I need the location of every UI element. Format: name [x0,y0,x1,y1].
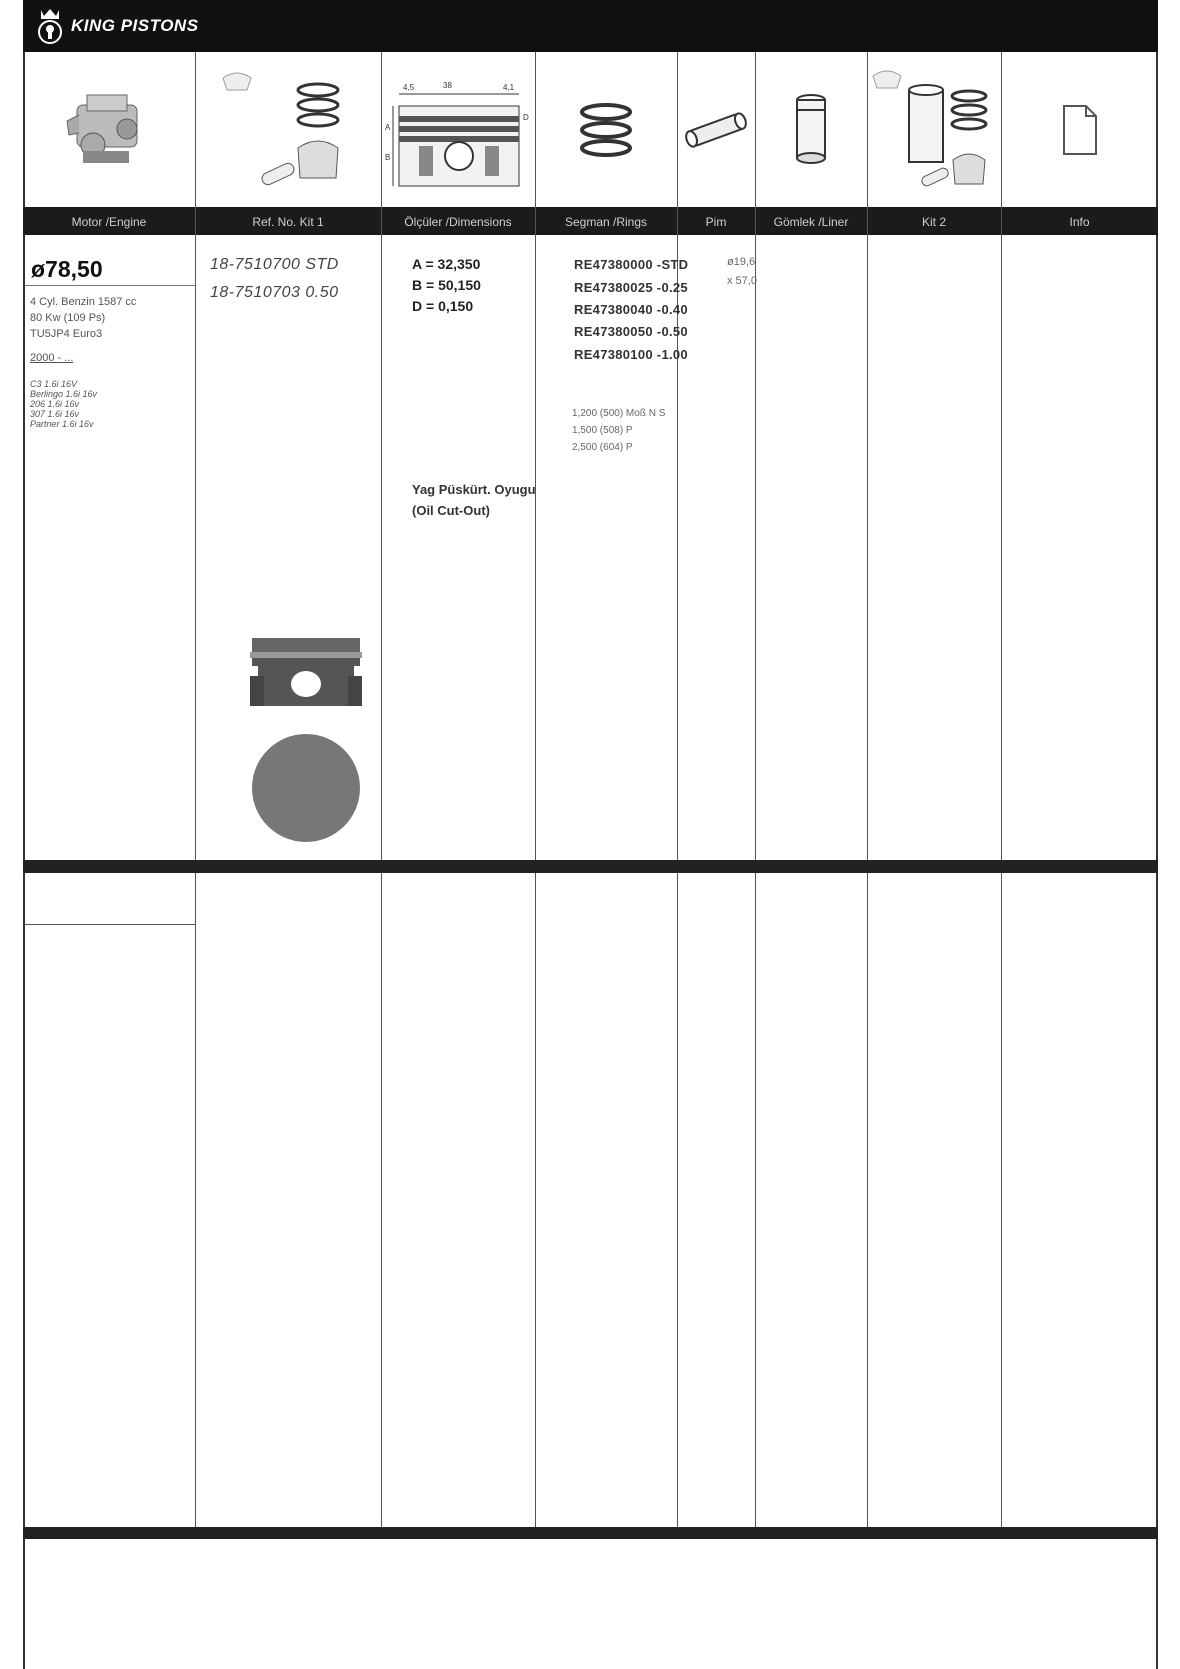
divider [195,52,196,1527]
divider [535,52,536,1527]
diagram-label-3: 4,1 [503,82,515,92]
divider [1001,52,1002,1527]
col-header-engine: Motor /Engine [71,215,147,229]
kit2-icon [867,52,1001,207]
diagram-label-d: D [523,112,529,122]
kit1-ref-050[interactable]: 18-7510703 0.50 [210,284,339,301]
col-header-pin: Pim [705,215,727,229]
piston-side-image [248,636,364,710]
pin-icon [677,52,755,207]
dim-d: D = 0,150 [412,298,474,314]
diagram-label-1: 4,5 [403,82,415,92]
col-header-info: Info [1069,215,1090,229]
ring-spec: 1,200 (500) Moß N S [572,408,666,419]
dimensions-diagram-icon [381,52,535,207]
engine-icon [23,52,195,207]
engine-underline [25,285,195,286]
brand-name: KING PISTONS [71,16,199,35]
diagram-label-2: 38 [443,80,452,90]
piston-top-image [250,732,362,844]
pin-length: x 57,0 [727,275,757,287]
crown-logo-icon [33,6,67,46]
engine-model: 206 1.6i 16v [30,399,80,409]
liner-icon [755,52,867,207]
oil-cutout-label: Yag Püskürt. Oyugu [412,482,536,497]
col-header-kit1: Ref. No. Kit 1 [252,215,324,229]
oil-cutout-sublabel: (Oil Cut-Out) [412,503,490,518]
brand-logo [33,6,199,46]
diagram-label-a: A [385,122,391,132]
ring-part[interactable]: RE47380040 -0.40 [574,302,688,317]
section-separator [23,1527,1158,1539]
diagram-label-b: B [385,152,391,162]
engine-spec-3: TU5JP4 Euro3 [30,328,103,340]
column-icons-row [23,52,1158,207]
dim-a: A = 32,350 [412,256,481,272]
engine-box-line [25,924,195,925]
engine-model: 307 1.6i 16v [30,409,80,419]
col-header-kit2: Kit 2 [921,215,946,229]
col-header-liner: Gömlek /Liner [773,215,849,229]
col-header-dimensions: Ölçüler /Dimensions [404,215,512,229]
engine-model: C3 1.6i 16V [30,379,78,389]
ring-part[interactable]: RE47380000 -STD [574,257,689,272]
divider [381,52,382,1527]
piston-kit-icon [195,52,381,207]
engine-spec-2: 80 Kw (109 Ps) [30,312,106,324]
engine-spec-1: 4 Cyl. Benzin 1587 cc [30,296,137,308]
engine-model: Partner 1.6i 16v [30,419,94,429]
document-icon[interactable] [1001,52,1158,207]
ring-spec: 2,500 (604) P [572,442,633,453]
section-separator [23,860,1158,873]
ring-part[interactable]: RE47380025 -0.25 [574,280,688,295]
divider [867,52,868,1527]
brand-header [23,0,1158,52]
col-header-rings: Segman /Rings [564,215,648,229]
kit1-ref-std[interactable]: 18-7510700 STD [210,256,339,273]
ring-part[interactable]: RE47380050 -0.50 [574,324,688,339]
engine-year: 2000 - ... [30,352,74,364]
rings-icon [535,52,677,207]
dim-b: B = 50,150 [412,277,481,293]
ring-spec: 1,500 (508) P [572,425,633,436]
catalog-sheet [23,0,1158,1669]
engine-model: Berlingo 1.6i 16v [30,389,98,399]
column-header-bar [23,207,1158,235]
engine-diameter: ø78,50 [31,256,103,282]
ring-part[interactable]: RE47380100 -1.00 [574,347,688,362]
pin-diameter: ø19,6 [727,256,756,268]
